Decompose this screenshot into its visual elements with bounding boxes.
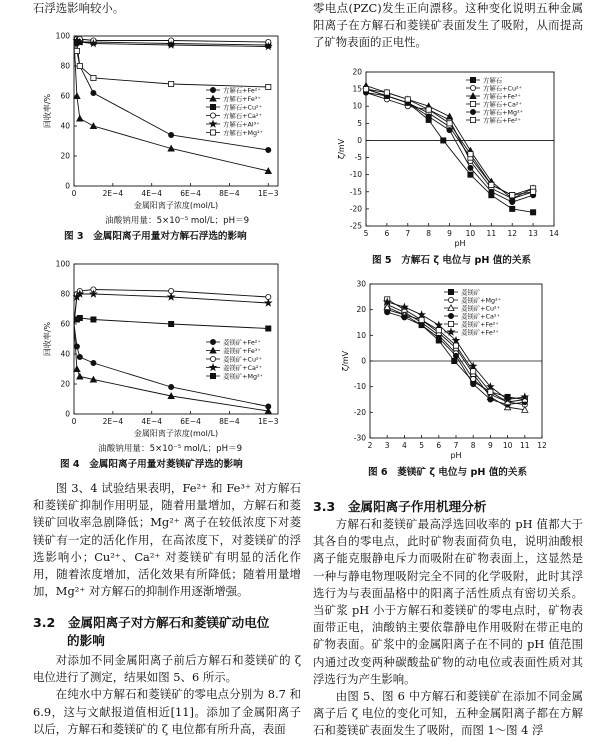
legend-entry: 方解石+Mg²⁺ — [483, 108, 524, 117]
data-point — [363, 87, 368, 92]
legend-marker — [210, 130, 215, 135]
data-point — [452, 358, 457, 363]
data-point — [91, 317, 96, 322]
data-point — [91, 360, 96, 365]
x-tick-label: 2E−4 — [102, 189, 124, 198]
x-tick-label: 4E−4 — [141, 417, 163, 426]
data-point — [468, 165, 473, 170]
legend-marker — [470, 77, 475, 82]
legend-marker — [448, 321, 453, 326]
x-tick-label: 14 — [549, 229, 559, 238]
data-point — [510, 199, 515, 204]
legend-marker — [470, 109, 475, 114]
x-tick-label: 7 — [405, 229, 411, 238]
y-tick-label: 40 — [60, 349, 70, 359]
legend-marker — [470, 85, 475, 90]
data-point — [531, 189, 536, 194]
y-tick-label: -15 — [349, 187, 362, 197]
data-point — [169, 321, 174, 326]
data-point — [419, 322, 424, 327]
legend-entry: 方解石+Fe²⁺ — [223, 86, 261, 95]
data-point — [266, 326, 271, 331]
legend-entry: 菱镁矿+Ca²⁺ — [461, 312, 500, 321]
data-point — [468, 172, 473, 177]
data-point — [489, 182, 494, 187]
x-tick-label: 3 — [384, 441, 390, 450]
y-tick-label: 60 — [60, 319, 70, 329]
legend-entry: 方解石+Mg²⁺ — [223, 129, 264, 138]
data-point — [265, 300, 271, 306]
left-top-line: 石浮选影响较小。 — [33, 1, 125, 15]
legend-marker — [210, 87, 215, 92]
data-point — [419, 317, 424, 322]
data-point — [418, 311, 424, 317]
legend-marker — [210, 104, 215, 109]
data-point — [426, 114, 431, 119]
figure-5-chart — [318, 66, 568, 249]
data-point — [436, 335, 441, 340]
y-tick-label: 15 — [352, 84, 362, 94]
data-point — [510, 206, 515, 211]
legend-entry: 方解石+Ca²⁺ — [223, 112, 262, 121]
y-tick-label: 0 — [65, 409, 70, 419]
y-tick-label: 0 — [65, 181, 70, 191]
data-point — [489, 189, 494, 194]
y-tick-label: -30 — [353, 433, 366, 443]
data-point — [402, 315, 407, 320]
data-point — [426, 107, 431, 112]
legend-marker — [210, 121, 216, 127]
x-tick-label: 8E−4 — [219, 417, 240, 426]
data-point — [471, 382, 476, 387]
legend-marker — [448, 313, 453, 318]
x-tick-label: 1E−3 — [257, 189, 279, 198]
y-tick-label: 5 — [357, 118, 362, 128]
left-paragraph-3: 在纯水中方解石和菱镁矿的零电点分别为 8.7 和 6.9，这与文献报道值相近[11]。添加了金属阳离子以后，方解石和菱镁矿的 ζ 电位都有所升高，表面 — [33, 687, 301, 736]
legend-marker — [210, 356, 215, 361]
y-tick-label: 80 — [60, 61, 70, 71]
x-tick-label: 2E−4 — [102, 417, 124, 426]
y-tick-label: 0 — [361, 356, 366, 366]
data-point — [77, 63, 82, 68]
x-tick-label: 8 — [470, 441, 476, 450]
legend-marker — [448, 297, 453, 302]
data-point — [77, 315, 82, 320]
x-tick-label: 11 — [520, 441, 530, 450]
figure-6-chart — [336, 278, 554, 460]
x-axis-label: 金属阳离子浓度(mol/L) — [133, 201, 219, 210]
data-point — [488, 397, 493, 402]
legend-marker — [210, 373, 215, 378]
x-tick-label: 2 — [367, 441, 373, 450]
x-axis-label: 金属阳离子浓度(mol/L) — [133, 429, 219, 438]
data-point — [266, 147, 271, 152]
x-tick-label: 12 — [537, 441, 547, 450]
y-tick-label: -20 — [349, 204, 362, 214]
data-point — [441, 138, 446, 143]
right-paragraph-1: 方解石和菱镁矿最高浮选回收率的 pH 值都大于其各自的零电点，此时矿物表面荷负电，说明油酸根离子能克服静电斥力而吸附在矿物表面上，这显然是一种与静电物理吸附完全不同的化学吸附，此时其浮选行为与表面晶格中的阳离子活性质点有密切关系。当矿浆 pH 小于方解石和菱镁矿的零电点时，矿物表面带正电，油酸钠主要依靠静电作用吸附在带正电的矿物表面。矿浆中的金属阳离子在不同的 pH 值范围内通过改变两种碳酸盐矿物的动电位或表面性质对其浮选行为产生影响。 — [313, 517, 583, 686]
y-tick-label: 20 — [352, 67, 362, 77]
data-point — [74, 366, 80, 372]
y-tick-label: 10 — [352, 101, 362, 111]
data-point — [531, 210, 536, 215]
data-point — [90, 291, 97, 297]
fig3-condition: 油酸钠用量：5×10⁻⁵ mol/L；pH＝9 — [105, 216, 250, 226]
legend-entry: 菱镁矿+Fe²⁺ — [461, 320, 499, 329]
x-tick-label: 6 — [384, 229, 390, 238]
x-tick-label: 13 — [528, 229, 538, 238]
data-point — [77, 354, 82, 359]
data-point — [385, 310, 390, 315]
data-point — [471, 369, 476, 374]
y-tick-label: 60 — [60, 91, 70, 101]
legend-entry: 菱镁矿+Cu²⁺ — [461, 304, 500, 313]
data-point — [453, 353, 458, 358]
left-paragraph-2: 对添加不同金属阳离子前后方解石和菱镁矿的 ζ 电位进行了测定，结果如图 5、6 所示。 — [33, 653, 301, 685]
x-tick-label: 11 — [486, 229, 497, 238]
y-tick-label: 20 — [356, 305, 366, 315]
legend-entry: 方解石 — [483, 76, 503, 85]
data-point — [91, 75, 96, 80]
x-tick-label: 6 — [436, 441, 442, 450]
data-point — [488, 389, 493, 394]
data-point — [168, 294, 175, 300]
y-tick-label: -25 — [349, 221, 362, 231]
fig4-condition: 油酸钠用量：5×10⁻⁵ mol/L；pH＝9 — [98, 444, 243, 454]
data-point — [77, 373, 83, 379]
legend-entry: 方解石+Al³⁺ — [223, 120, 260, 129]
section-3-2-title-line2: 的影响 — [67, 633, 105, 648]
legend-marker — [210, 339, 215, 344]
x-tick-label: 12 — [507, 229, 517, 238]
y-tick-label: -10 — [353, 382, 366, 392]
data-point — [90, 123, 96, 129]
x-tick-label: 9 — [447, 229, 452, 238]
y-tick-label: 30 — [356, 279, 366, 289]
legend-entry: 菱镁矿+Fe³⁺ — [223, 347, 261, 356]
right-paragraph-2: 由图 5、图 6 中方解石和菱镁矿在添加不同金属离子后 ζ 电位的变化可知，五种金属阳离子都在方解石和菱镁矿表面发生了吸附，而图 1～图 4 浮 — [313, 689, 583, 738]
legend-entry: 菱镁矿+Ca²⁺ — [223, 364, 262, 373]
right-top-paragraph: 零电点(PZC)发生正向漂移。这种变化说明五种金属阳离子在方解石和菱镁矿表面发生了吸附，从而提高了矿物表面的正电性。 — [313, 1, 583, 50]
legend-entry: 菱镁矿 — [461, 288, 481, 297]
section-3-2-title-line1: 3.2 金属阳离子对方解石和菱镁矿动电位 — [33, 615, 270, 630]
y-tick-label: 40 — [60, 121, 70, 131]
y-tick-label: 20 — [60, 379, 70, 389]
y-tick-label: 10 — [356, 330, 366, 340]
y-tick-label: 100 — [55, 31, 70, 41]
legend-marker — [448, 289, 453, 294]
legend-entry: 方解石+Cu²⁺ — [483, 84, 522, 93]
fig4-caption: 图 4 金属阳离子用量对菱镁矿浮选的影响 — [60, 459, 243, 470]
data-point — [169, 81, 174, 86]
data-point — [91, 90, 96, 95]
y-axis-label: 回收率/% — [43, 321, 52, 357]
data-point — [405, 97, 410, 102]
data-point — [446, 113, 452, 119]
legend-entry: 菱镁矿+Mg²⁺ — [461, 296, 502, 305]
legend-entry: 方解石+Fe²⁺ — [483, 116, 521, 125]
fig5-caption: 图 5 方解石 ζ 电位与 pH 值的关系 — [372, 255, 532, 266]
y-tick-label: 0 — [357, 135, 362, 145]
data-point — [468, 152, 473, 157]
x-tick-label: 5 — [419, 441, 424, 450]
x-tick-label: 9 — [488, 441, 493, 450]
data-point — [169, 132, 174, 137]
legend-marker — [210, 364, 216, 370]
x-tick-label: 1E−3 — [257, 417, 279, 426]
x-tick-label: 8E−4 — [219, 189, 240, 198]
x-axis-label: pH — [450, 451, 462, 460]
x-tick-label: 6E−4 — [180, 417, 201, 426]
section-3-3-title: 3.3 金属阳离子作用机理分析 — [313, 499, 487, 514]
data-point — [77, 115, 83, 121]
legend-entry: 方解石+Fe³⁺ — [483, 92, 521, 101]
legend-entry: 菱镁矿+Mg²⁺ — [223, 372, 264, 381]
x-tick-label: 6E−4 — [180, 189, 201, 198]
x-tick-label: 7 — [453, 441, 459, 450]
x-tick-label: 4E−4 — [141, 189, 163, 198]
x-tick-label: 5 — [363, 229, 369, 238]
data-point — [74, 48, 79, 53]
y-tick-label: -10 — [349, 170, 362, 180]
x-tick-label: 10 — [465, 229, 476, 238]
figure-4-chart — [40, 252, 288, 440]
legend-marker — [470, 101, 475, 106]
y-tick-label: 20 — [60, 151, 70, 161]
fig3-caption: 图 3 金属阳离子用量对方解石浮选的影响 — [64, 231, 247, 242]
legend-marker — [210, 113, 215, 118]
left-paragraph-1: 图 3、4 试验结果表明，Fe²⁺ 和 Fe³⁺ 对方解石和菱镁矿抑制作用明显，随着用量增加，方解石和菱镁矿回收率急剧降低；Mg²⁺ 离子在较低浓度下对菱镁矿有一定的活化作用，在高浓度下，对菱镁矿的浮选影响小；Cu²⁺、Ca²⁺ 对菱镁矿有明显的活化作用，随着浓度增加，活化效果有所降低；随着用量增加，Mg²⁺ 对方解石的抑制作用逐渐增强。 — [33, 481, 301, 599]
x-tick-label: 8 — [426, 229, 432, 238]
legend-entry: 方解石+Cu²⁺ — [223, 103, 262, 112]
x-tick-label: 10 — [502, 441, 513, 450]
y-tick-label: 100 — [55, 259, 70, 269]
data-point — [447, 121, 452, 126]
y-axis-label: ζ/mV — [341, 350, 350, 372]
legend-entry: 方解石+Ca²⁺ — [483, 100, 522, 109]
data-point — [436, 328, 441, 333]
data-point — [266, 84, 271, 89]
y-tick-label: -5 — [354, 153, 362, 163]
x-tick-label: 0 — [71, 417, 77, 426]
data-point — [384, 90, 389, 95]
y-axis-label: 回收率/% — [43, 93, 52, 129]
y-tick-label: -20 — [353, 407, 366, 417]
legend-marker — [470, 117, 475, 122]
data-point — [169, 384, 174, 389]
data-point — [510, 193, 515, 198]
data-point — [447, 128, 452, 133]
legend-entry: 菱镁矿+Fe³⁺ — [461, 328, 499, 337]
figure-3-chart — [40, 24, 288, 212]
legend-entry: 菱镁矿+Fe²⁺ — [223, 338, 261, 347]
x-axis-label: pH — [454, 239, 466, 248]
x-tick-label: 4 — [402, 441, 407, 450]
legend-entry: 方解石+Fe³⁺ — [223, 95, 261, 104]
y-axis-label: ζ/mV — [337, 138, 346, 160]
legend-entry: 菱镁矿+Cu²⁺ — [223, 355, 262, 364]
fig6-caption: 图 6 菱镁矿 ζ 电位与 pH 值的关系 — [368, 467, 528, 478]
y-tick-label: 80 — [60, 289, 70, 299]
x-tick-label: 0 — [71, 189, 77, 198]
